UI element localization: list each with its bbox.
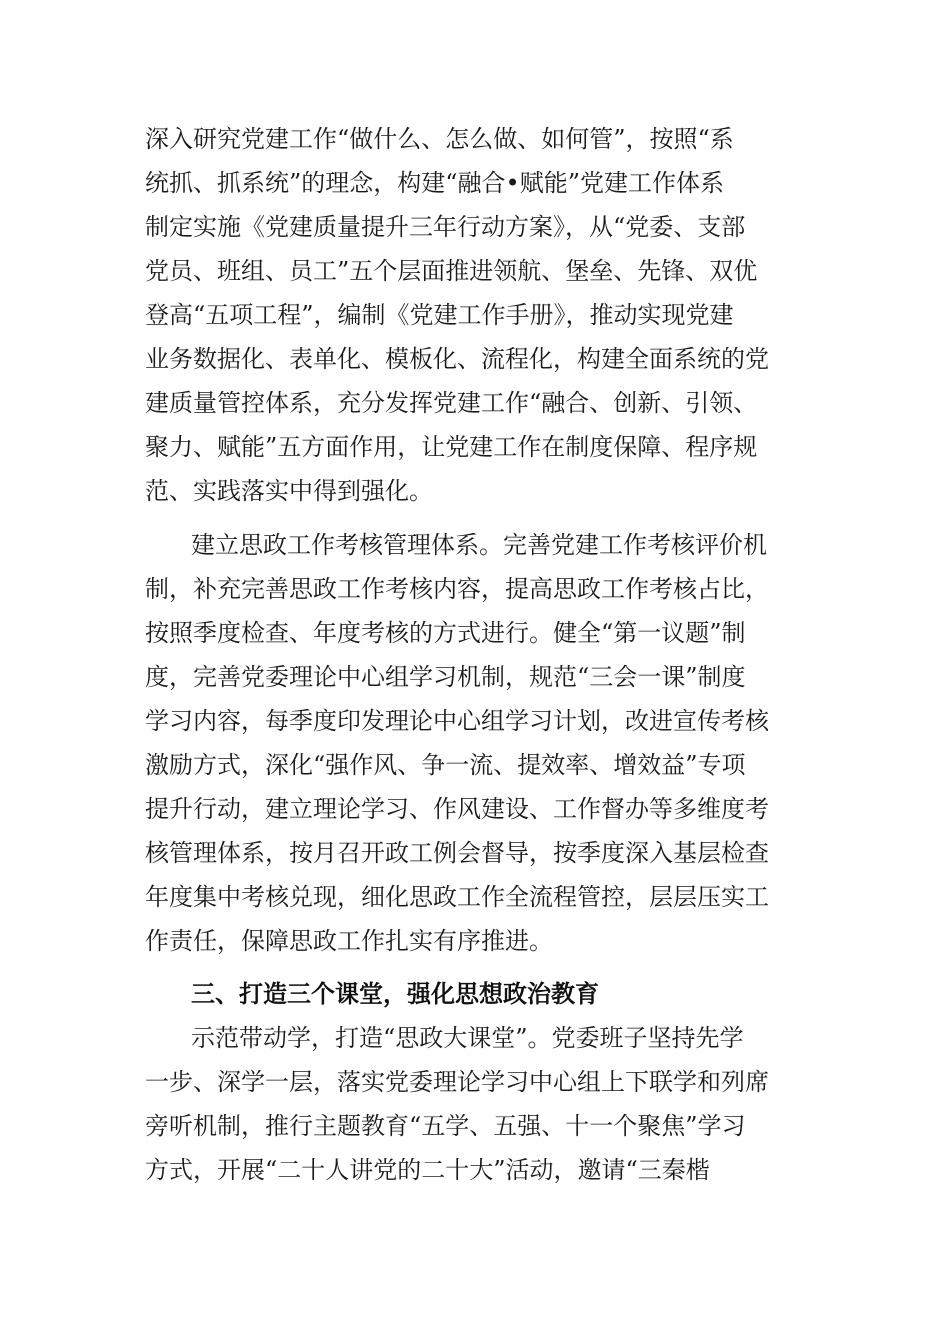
section-heading: 三、打造三个课堂，强化思想政治教育 <box>191 980 599 1008</box>
paragraph-3 <box>145 1016 809 1192</box>
paragraph-line: 旁听机制，推行主题教育“五学、五强、十一个聚焦”学习 <box>145 1112 746 1140</box>
paragraph-line: 一步、深学一层，落实党委理论学习中心组上下联学和列席 <box>145 1068 769 1096</box>
paragraph-line: 提升行动，建立理论学习、作风建设、工作督办等多维度考 <box>145 795 769 823</box>
paragraph-line: 党员、班组、员工”五个层面推进领航、堡垒、先锋、双优 <box>145 257 758 285</box>
paragraph-line: 业务数据化、表单化、模板化、流程化，构建全面系统的党 <box>145 345 769 373</box>
paragraph-line: 深入研究党建工作“做什么、怎么做、如何管”，按照“系 <box>145 125 734 153</box>
paragraph-line: 登高“五项工程”，编制《党建工作手册》，推动实现党建 <box>145 301 734 329</box>
paragraph-1 <box>145 117 809 513</box>
paragraph-line: 按照季度检查、年度考核的方式进行。健全“第一议题”制 <box>145 619 746 647</box>
paragraph-line: 年度集中考核兑现，细化思政工作全流程管控，层层压实工 <box>145 883 769 911</box>
paragraph-line: 制，补充完善思政工作考核内容，提高思政工作考核占比， <box>145 575 769 603</box>
paragraph-line: 激励方式，深化“强作风、争一流、提效率、增效益”专项 <box>145 751 746 779</box>
paragraph-line: 度，完善党委理论中心组学习机制，规范“三会一课”制度 <box>145 663 746 691</box>
paragraph-line: 核管理体系，按月召开政工例会督导，按季度深入基层检查 <box>145 839 769 867</box>
paragraph-line: 聚力、赋能”五方面作用，让党建工作在制度保障、程序规 <box>145 433 758 461</box>
paragraph-line: 示范带动学，打造“思政大课堂”。党委班子坚持先学 <box>191 1024 744 1052</box>
paragraph-line: 方式，开展“二十人讲党的二十大”活动，邀请“三秦楷 <box>145 1156 710 1184</box>
paragraph-2 <box>145 523 809 963</box>
paragraph-line: 制定实施《党建质量提升三年行动方案》，从“党委、支部 <box>145 213 746 241</box>
paragraph-line: 范、实践落实中得到强化。 <box>145 477 433 505</box>
paragraph-line: 作责任，保障思政工作扎实有序推进。 <box>145 927 553 955</box>
paragraph-line: 学习内容，每季度印发理论中心组学习计划，改进宣传考核 <box>145 707 769 735</box>
paragraph-line: 统抓、抓系统”的理念，构建“融合•赋能”党建工作体系 <box>145 169 724 197</box>
paragraph-line: 建质量管控体系，充分发挥党建工作“融合、创新、引领、 <box>145 389 758 417</box>
paragraph-line: 建立思政工作考核管理体系。完善党建工作考核评价机 <box>191 531 767 559</box>
